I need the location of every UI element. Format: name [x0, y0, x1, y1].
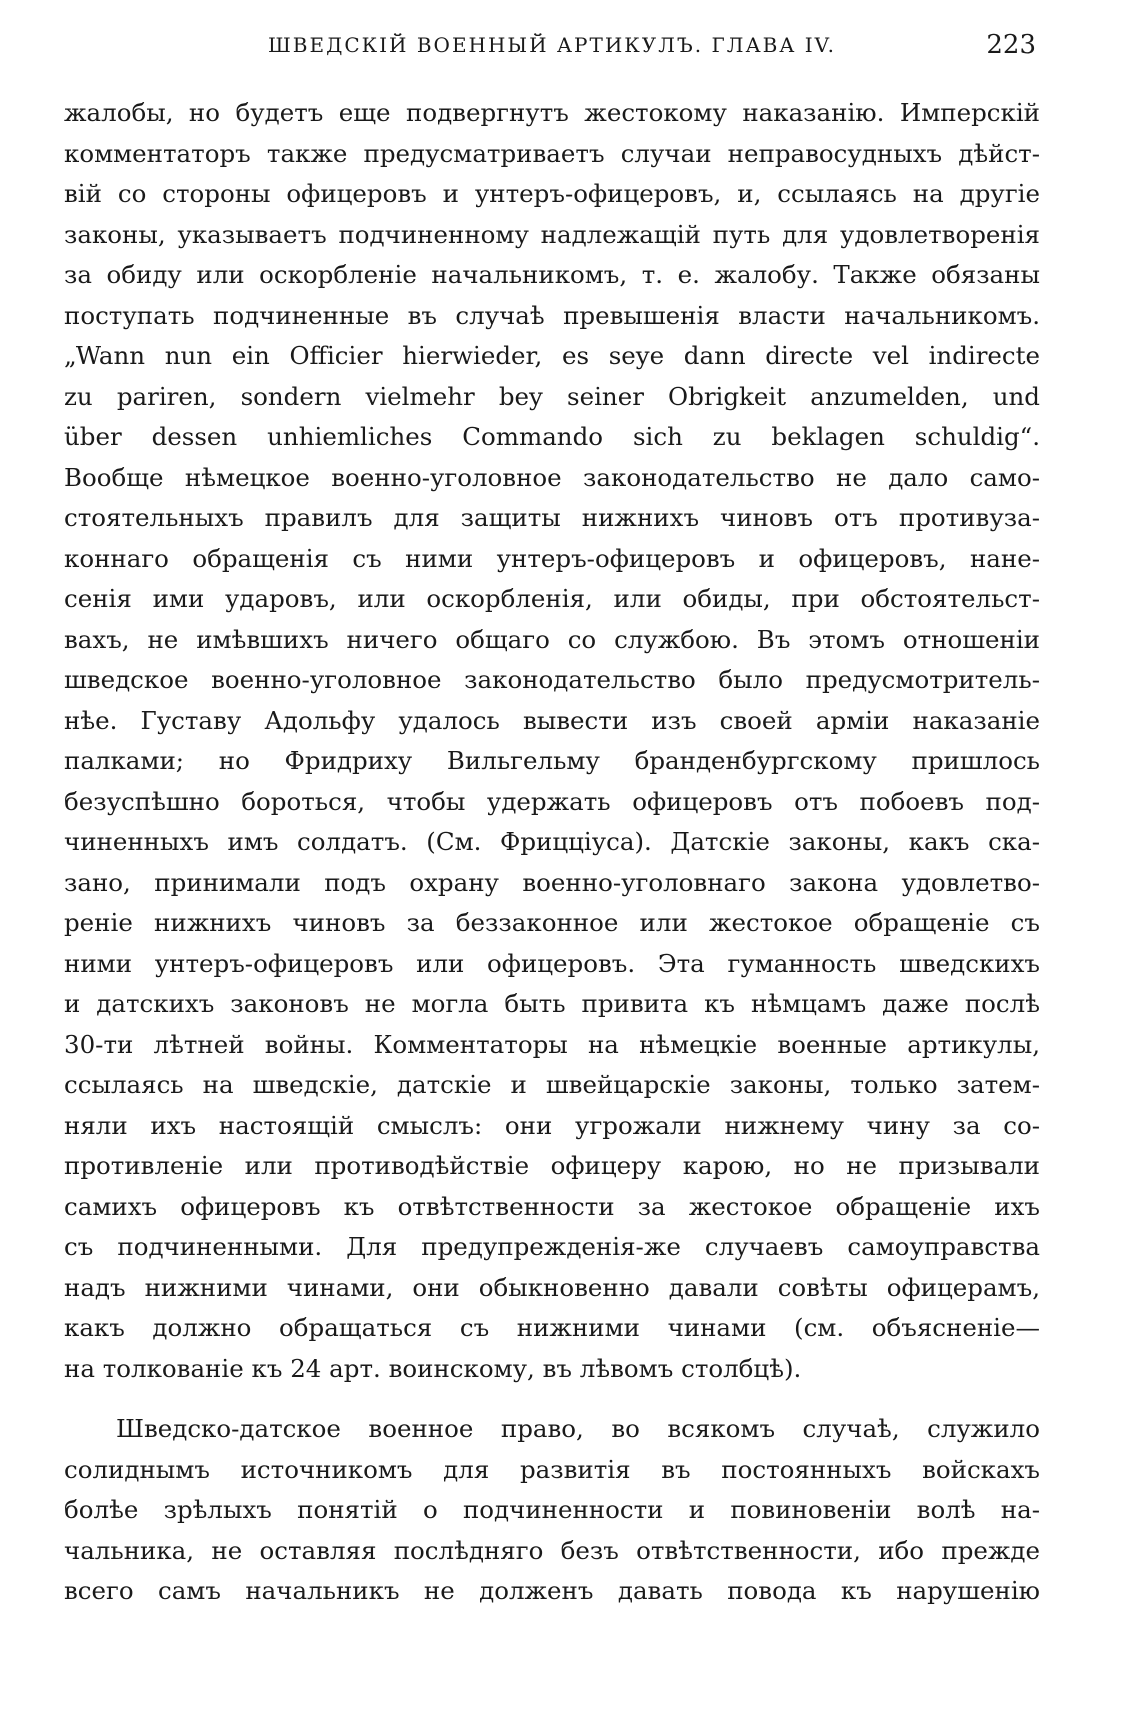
text-line: ссылаясь на шведскіе, датскіе и швейцарскіе законы, только затем-: [64, 1070, 1040, 1099]
text-line: всего самъ начальникъ не долженъ давать повода къ нарушенію: [64, 1576, 1040, 1605]
text-line: какъ должно обращаться съ нижними чинами (см. объясненіе—: [64, 1313, 1040, 1342]
text-line: zu pariren, sondern vielmehr bey seiner Obrigkeit anzumelden, und: [64, 381, 1040, 411]
running-title: ШВЕДСКІЙ ВОЕННЫЙ АРТИКУЛЪ. ГЛАВА IV.: [267, 33, 836, 57]
text-line: съ подчиненными. Для предупрежденія-же случаевъ самоуправства: [64, 1232, 1040, 1261]
text-line: комментаторъ также предусматриваетъ случаи неправосудныхъ дѣйст-: [64, 138, 1040, 168]
text-line: вахъ, не имѣвшихъ ничего общаго со службою. Въ этомъ отношеніи: [64, 624, 1040, 654]
paragraph-gap: [64, 1389, 1040, 1409]
text-line: коннаго обращенія съ ними унтеръ-офицеровъ и офицеровъ, нане-: [64, 543, 1040, 573]
text-line: Вообще нѣмецкое военно-уголовное законодательство не дало само-: [64, 462, 1040, 492]
text-line: няли ихъ настоящій смыслъ: они угрожали нижнему чину за со-: [64, 1110, 1040, 1140]
text-line: нѣе. Густаву Адольфу удалось вывести изъ своей арміи наказаніе: [64, 705, 1040, 735]
text-line: „Wann nun ein Officier hierwieder, es seye dann directe vel indirecte: [64, 341, 1040, 370]
text-line: 30-ти лѣтней войны. Комментаторы на нѣмецкіе военные артикулы,: [64, 1029, 1040, 1059]
text-line: безуспѣшно бороться, чтобы удержать офицеровъ отъ побоевъ под-: [64, 786, 1040, 816]
body-text: [64, 93, 1040, 1612]
text-line: зано, принимали подъ охрану военно-уголовнаго закона удовлетво-: [64, 867, 1040, 897]
text-line: Шведско-датское военное право, во всякомъ случаѣ, служило: [116, 1414, 1040, 1443]
text-line: стоятельныхъ правилъ для защиты нижнихъ чиновъ отъ противуза-: [64, 503, 1040, 532]
text-line: на толкованіе къ 24 арт. воинскому, въ лѣвомъ столбцѣ).: [64, 1353, 802, 1383]
text-line: über dessen unhiemliches Commando sich zu beklagen schuldig“.: [64, 422, 1040, 451]
text-line: надъ нижними чинами, они обыкновенно давали совѣты офицерамъ,: [64, 1272, 1040, 1302]
paragraph-1: [64, 93, 1040, 1389]
text-line: чальника, не оставляя послѣдняго безъ отвѣтственности, ибо прежде: [64, 1535, 1040, 1565]
running-header: [64, 30, 1040, 60]
text-line: поступать подчиненные въ случаѣ превышенія власти начальникомъ.: [64, 300, 1040, 330]
text-line: и датскихъ законовъ не могла быть привита къ нѣмцамъ даже послѣ: [64, 989, 1040, 1018]
text-line: самихъ офицеровъ къ отвѣтственности за жестокое обращеніе ихъ: [64, 1191, 1040, 1221]
page-number: 223: [986, 30, 1036, 60]
text-line: ними унтеръ-офицеровъ или офицеровъ. Эта гуманность шведскихъ: [64, 948, 1040, 978]
text-line: палками; но Фридриху Вильгельму бранденбургскому пришлось: [64, 746, 1040, 775]
text-line: сенія ими ударовъ, или оскорбленія, или обиды, при обстоятельст-: [64, 584, 1040, 613]
text-line: противленіе или противодѣйствіе офицеру карою, но не призывали: [64, 1151, 1040, 1180]
text-line: солиднымъ источникомъ для развитія въ постоянныхъ войскахъ: [64, 1454, 1040, 1484]
text-line: законы, указываетъ подчиненному надлежащій путь для удовлетворенія: [64, 219, 1040, 249]
paragraph-2: [64, 1409, 1040, 1612]
text-line: чиненныхъ имъ солдатъ. (См. Фрицціуса). Датскіе законы, какъ ска-: [64, 827, 1040, 856]
text-line: болѣе зрѣлыхъ понятій о подчиненности и повиновеніи волѣ на-: [64, 1495, 1040, 1524]
text-line: за обиду или оскорбленіе начальникомъ, т. е. жалобу. Также обязаны: [64, 260, 1040, 289]
text-line: жалобы, но будетъ еще подвергнутъ жестокому наказанію. Имперскій: [64, 98, 1040, 127]
text-line: шведское военно-уголовное законодательство было предусмотритель-: [64, 665, 1040, 694]
text-line: вій со стороны офицеровъ и унтеръ-офицеровъ, и, ссылаясь на другіе: [64, 179, 1040, 208]
text-line: реніе нижнихъ чиновъ за беззаконное или жестокое обращеніе съ: [64, 908, 1040, 937]
